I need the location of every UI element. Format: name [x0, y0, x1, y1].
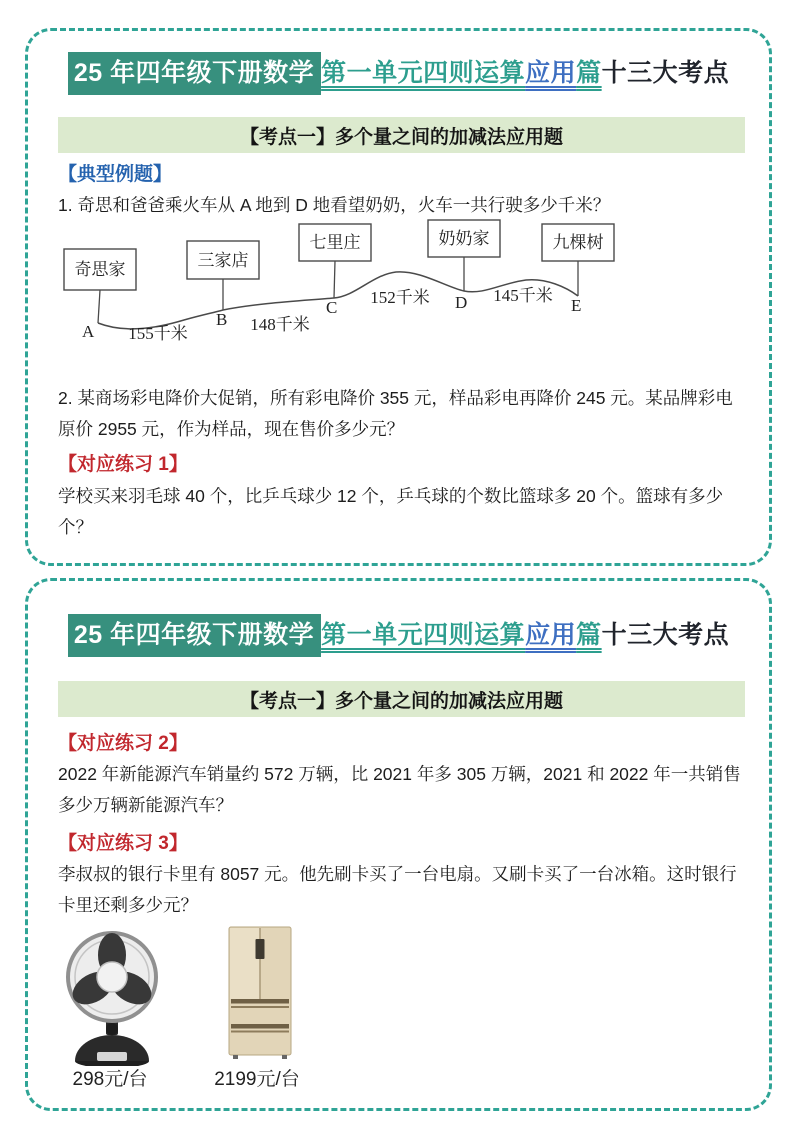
- title-pian-segment: 篇: [576, 59, 602, 87]
- title-unit-segment: 第一单元四则运算: [321, 59, 526, 87]
- station-name: 九棵树: [552, 233, 604, 252]
- worksheet-title: [28, 615, 769, 651]
- problem-2-text: 2. 某商场彩电降价大促销，所有彩电降价 355 元，样品彩电再降价 245 元。某品牌彩电原价 2955 元，作为样品，现在售价多少元？: [58, 388, 733, 439]
- fridge-price-label: 2199元/台: [214, 1069, 300, 1090]
- station-letter: C: [326, 298, 338, 317]
- title-pian-segment: 篇: [576, 621, 602, 649]
- title-app-segment: 应用: [525, 59, 577, 87]
- title-app-segment: 应用: [525, 621, 577, 649]
- distance-label: 155千米: [128, 324, 188, 343]
- station-letter: B: [216, 310, 228, 329]
- distance-label: 152千米: [370, 288, 430, 307]
- station-letter: D: [455, 293, 468, 312]
- fan-price-label: 298元/台: [72, 1069, 148, 1090]
- practice-1-text: 学校买来羽毛球 40 个，比乒乓球少 12 个，乒乓球的个数比篮球多 20 个。篮球有多少个？: [58, 486, 724, 537]
- station-letter: A: [82, 322, 95, 341]
- station-name: 七里庄: [309, 233, 361, 252]
- section-header-bar: 【考点一】多个量之间的加减法应用题: [58, 681, 745, 717]
- title-unit-segment: 第一单元四则运算: [321, 621, 526, 649]
- practice-2-label: 【对应练习 2】: [58, 733, 188, 754]
- worksheet-title: [28, 53, 769, 89]
- station-name: 奇思家: [74, 260, 126, 279]
- station-connector: [98, 290, 100, 323]
- station-name: 三家店: [197, 251, 249, 270]
- distance-label: 145千米: [493, 286, 553, 305]
- station-connector: [334, 261, 335, 298]
- practice-2-text: 2022 年新能源汽车销量约 572 万辆，比 2021 年多 305 万辆，2021 和 2022 年一共销售多少万辆新能源汽车？: [58, 764, 741, 815]
- practice-1-label: 【对应练习 1】: [58, 454, 188, 475]
- fridge-image: [225, 925, 295, 1061]
- problem-1-text: 1. 奇思和爸爸乘火车从 A 地到 D 地看望奶奶，火车一共行驶多少千米？: [58, 195, 611, 215]
- example-section-label: 【典型例题】: [58, 164, 173, 185]
- practice-3-label: 【对应练习 3】: [58, 833, 188, 854]
- title-highlight-segment: 25 年四年级下册数学: [68, 52, 321, 95]
- worksheet-panel-bottom: [25, 578, 772, 1111]
- section-header-bar: 【考点一】多个量之间的加减法应用题: [58, 117, 745, 153]
- distance-label: 148千米: [250, 315, 310, 334]
- station-name: 奶奶家: [438, 229, 490, 248]
- practice-3-text: 李叔叔的银行卡里有 8057 元。他先刷卡买了一台电扇。又刷卡买了一台冰箱。这时银行卡里还剩多少元？: [58, 864, 737, 915]
- title-highlight-segment: 25 年四年级下册数学: [68, 614, 321, 657]
- station-letter: E: [571, 296, 582, 315]
- fan-image: [55, 930, 173, 1066]
- title-tail-segment: 十三大考点: [601, 59, 730, 87]
- title-tail-segment: 十三大考点: [601, 621, 730, 649]
- worksheet-panel-top: [25, 28, 772, 566]
- route-diagram: [54, 217, 754, 351]
